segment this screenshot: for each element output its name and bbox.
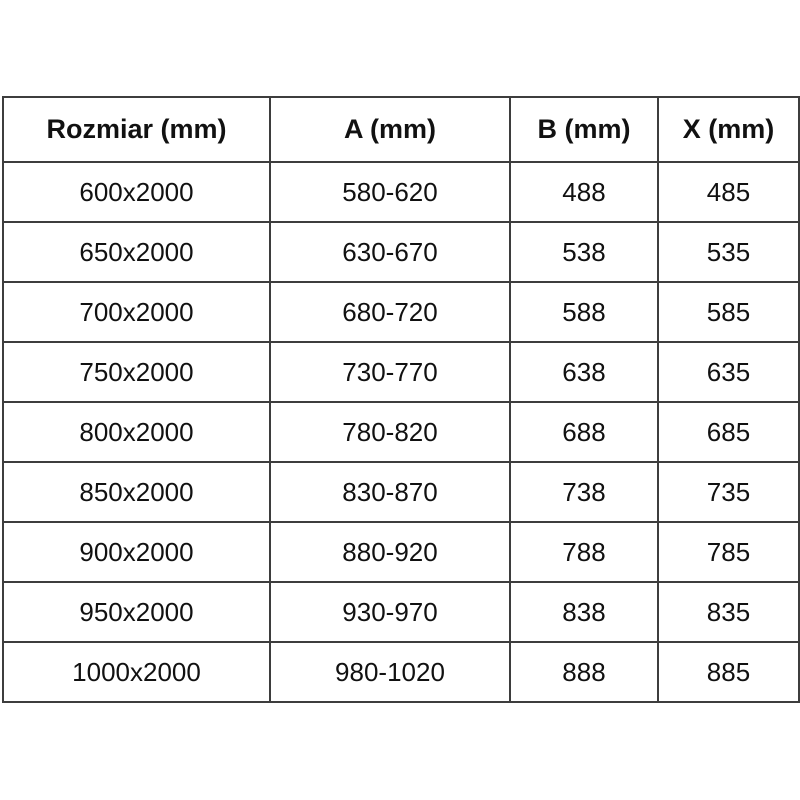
size-table-body xyxy=(3,162,799,702)
table-cell: 888 xyxy=(510,642,658,702)
table-cell: 700x2000 xyxy=(3,282,270,342)
column-header-b: B (mm) xyxy=(510,97,658,162)
table-row xyxy=(3,162,799,222)
table-cell: 650x2000 xyxy=(3,222,270,282)
table-cell: 630-670 xyxy=(270,222,510,282)
column-header-a: A (mm) xyxy=(270,97,510,162)
table-cell: 638 xyxy=(510,342,658,402)
table-cell: 1000x2000 xyxy=(3,642,270,702)
table-cell: 485 xyxy=(658,162,799,222)
table-cell: 680-720 xyxy=(270,282,510,342)
table-cell: 538 xyxy=(510,222,658,282)
table-cell: 788 xyxy=(510,522,658,582)
table-cell: 580-620 xyxy=(270,162,510,222)
table-cell: 685 xyxy=(658,402,799,462)
table-row xyxy=(3,402,799,462)
table-cell: 950x2000 xyxy=(3,582,270,642)
table-cell: 980-1020 xyxy=(270,642,510,702)
table-row xyxy=(3,522,799,582)
table-cell: 800x2000 xyxy=(3,402,270,462)
table-cell: 785 xyxy=(658,522,799,582)
column-header-rozmiar: Rozmiar (mm) xyxy=(3,97,270,162)
table-cell: 635 xyxy=(658,342,799,402)
column-header-x: X (mm) xyxy=(658,97,799,162)
table-cell: 750x2000 xyxy=(3,342,270,402)
table-cell: 488 xyxy=(510,162,658,222)
table-cell: 830-870 xyxy=(270,462,510,522)
table-cell: 535 xyxy=(658,222,799,282)
table-cell: 588 xyxy=(510,282,658,342)
table-row xyxy=(3,582,799,642)
table-cell: 880-920 xyxy=(270,522,510,582)
table-row xyxy=(3,222,799,282)
table-cell: 930-970 xyxy=(270,582,510,642)
table-cell: 585 xyxy=(658,282,799,342)
table-cell: 730-770 xyxy=(270,342,510,402)
header-row xyxy=(3,97,799,162)
table-cell: 738 xyxy=(510,462,658,522)
table-row xyxy=(3,462,799,522)
table-cell: 835 xyxy=(658,582,799,642)
table-cell: 838 xyxy=(510,582,658,642)
table-cell: 735 xyxy=(658,462,799,522)
table-row xyxy=(3,642,799,702)
table-cell: 688 xyxy=(510,402,658,462)
table-cell: 600x2000 xyxy=(3,162,270,222)
table-cell: 885 xyxy=(658,642,799,702)
size-table xyxy=(2,96,800,703)
table-row xyxy=(3,282,799,342)
table-cell: 780-820 xyxy=(270,402,510,462)
table-cell: 900x2000 xyxy=(3,522,270,582)
size-table-header xyxy=(3,97,799,162)
table-cell: 850x2000 xyxy=(3,462,270,522)
table-row xyxy=(3,342,799,402)
